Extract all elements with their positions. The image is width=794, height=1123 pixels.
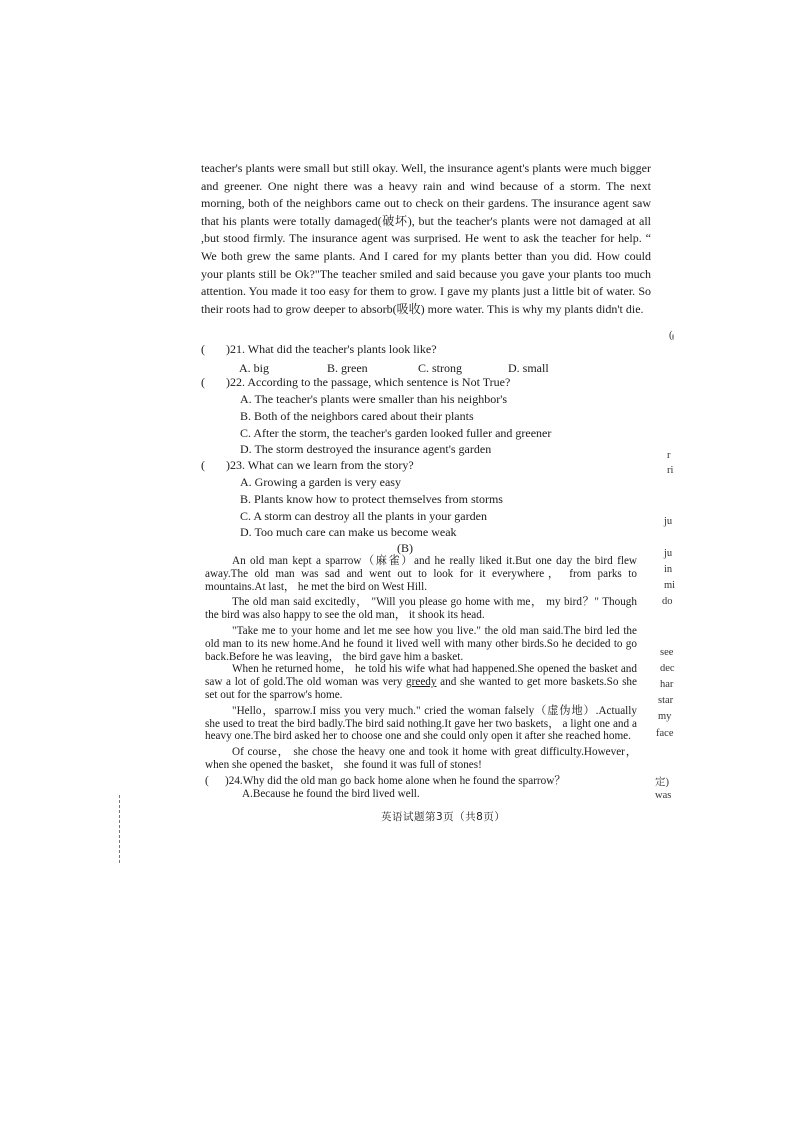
option-c: C. A storm can destroy all the plants in your garden <box>240 508 487 523</box>
scan-artifact-line <box>119 795 122 863</box>
paragraph-text: and she wanted to get more baskets.So she set out for the sparrow's home. <box>205 676 637 701</box>
option-a: A. The teacher's plants were smaller than his neighbor's <box>240 392 508 406</box>
option-d: D. Too much care can make us become weak <box>240 525 457 540</box>
passage-b-paragraph: "Hello，sparrow.I miss you very much." cried the woman falsely（虚伪地）.Actually she used to treat the bird badly.The bird said nothing.It gave her two baskets， a light one and a heavy one.The bird asked her to choose one and she could only open it after she reached home. <box>205 704 637 743</box>
question-stem: )22. According to the passage, which sentence is Not True? <box>226 375 511 389</box>
edge-fragment: star <box>658 695 674 706</box>
edge-fragment: dec <box>660 663 675 674</box>
question-stem: )23. What can we learn from the story? <box>226 458 414 472</box>
answer-blank[interactable]: ( <box>205 775 209 787</box>
edge-fragment: face <box>656 728 674 739</box>
option-a: A. Growing a garden is very easy <box>240 475 401 489</box>
edge-fragment: r <box>667 450 671 461</box>
edge-fragment: see <box>660 647 674 658</box>
answer-blank[interactable]: ( <box>201 342 205 356</box>
answer-blank[interactable]: ( <box>201 458 205 472</box>
edge-fragment: in <box>664 564 673 575</box>
question-21 <box>201 341 661 376</box>
passage-b-paragraph: "Take me to your home and let me see how you live." the old man said.The bird led the old man to its new home.And he found it lived well with many other birds.So he decided to go back.Before he was leaving， the bird gave him a basket. <box>205 624 637 663</box>
passage-b-paragraph: Of course， she chose the heavy one and took it home with great difficulty.However， when she opened the basket， she found it was full of stones! <box>205 746 637 771</box>
passage-b-paragraph: The old man said excitedly， "Will you please go home with me， my bird？" Though the bird was also happy to see the old man， it shook its head. <box>205 596 637 622</box>
edge-fragment: ( <box>669 330 673 341</box>
question-stem: )24.Why did the old man go back home alone when he found the sparrow？ <box>225 775 566 787</box>
option-c: C. strong <box>418 361 463 375</box>
option-d: D. small <box>508 361 549 375</box>
option-b: B. green <box>327 361 368 375</box>
passage-a-continuation: teacher's plants were small but still okay. Well, the insurance agent's plants were much bigger and greener. One night there was a heavy rain and wind because of a storm. The next morning, both of the neighbors came out to check on their gardens. The insurance agent saw that his plants were totally damaged(破坏), but the teacher's plants were not damaged at all ,but stood firmly. The insurance agent was surprised. He went to ask the teacher for help. “ We both grew the same plants. And I cared for my plants better than you did. How could your plants still be Ok?"The teacher smiled and said because you gave your plants too much attention. You made it too easy for them to grow. I gave my plants just a little bit of water. So their roots had to grow deeper to absorb(吸收) more water. This is why my plants didn't die. <box>201 161 651 316</box>
edge-fragment: 定) <box>655 777 669 788</box>
section-b-heading: (B) <box>397 541 413 555</box>
edge-fragment: do <box>662 596 673 607</box>
edge-fragment: ju <box>664 548 673 559</box>
option-a: A. big <box>239 361 269 375</box>
paragraph-text: When he returned home， he told his wife what had happened.She opened the basket and saw a lot of gold.The old woman was very <box>205 663 637 689</box>
edge-fragment: ri <box>667 465 674 476</box>
option-c: C. After the storm, the teacher's garden looked fuller and greener <box>240 425 552 440</box>
edge-fragment: mi <box>664 580 676 591</box>
question-23 <box>201 457 661 541</box>
passage-b-paragraph <box>205 663 637 701</box>
passage-b <box>205 555 637 772</box>
edge-fragment: ju <box>664 516 673 527</box>
answer-blank[interactable]: ( <box>201 375 205 389</box>
option-b: B. Both of the neighbors cared about their plants <box>240 408 474 423</box>
option-d: D. The storm destroyed the insurance agent's garden <box>240 442 492 457</box>
passage-b-paragraph: An old man kept a sparrow（麻雀）and he really liked it.But one day the bird flew away.The old man was sad and went out to look for it everywhere， from parks to mountains.At last， he met the bird on West Hill. <box>205 555 637 593</box>
option-b: B. Plants know how to protect themselves from storms <box>240 491 503 506</box>
page-footer: 英语试题第3页（共8页） <box>381 811 506 823</box>
question-24 <box>205 775 566 801</box>
option-a: A.Because he found the bird lived well. <box>242 788 420 800</box>
edge-fragment: har <box>660 679 674 690</box>
underlined-word: greedy <box>406 676 437 689</box>
edge-fragment: my <box>658 711 672 722</box>
question-22 <box>201 374 661 458</box>
scan-artifact-dot <box>672 334 674 340</box>
question-stem: )21. What did the teacher's plants look like? <box>226 342 437 356</box>
edge-fragment: was <box>655 790 672 801</box>
